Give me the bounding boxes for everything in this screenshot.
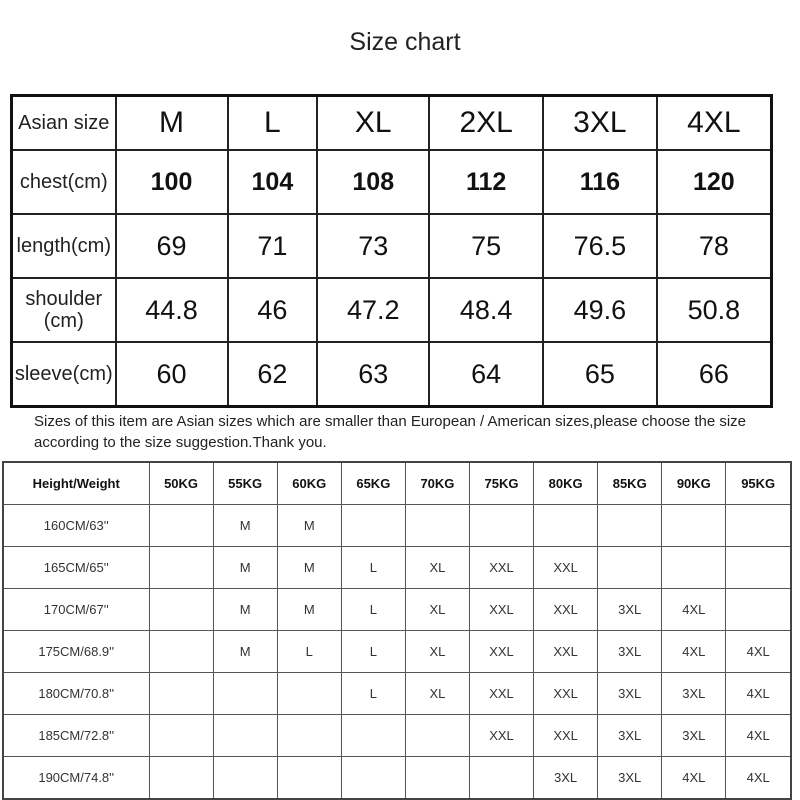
size-suggestion-cell <box>213 673 277 715</box>
height-cell: 185CM/72.8'' <box>3 715 149 757</box>
size-suggestion-cell: XXL <box>469 547 533 589</box>
size-suggestion-cell: 3XL <box>662 715 726 757</box>
value-cell: 63 <box>317 342 429 407</box>
value-cell: 75 <box>429 214 543 278</box>
size-suggestion-cell <box>662 547 726 589</box>
size-suggestion-cell: 4XL <box>726 715 791 757</box>
size-suggestion-cell: 4XL <box>726 673 791 715</box>
size-suggestion-cell: XL <box>405 673 469 715</box>
height-cell: 190CM/74.8'' <box>3 757 149 800</box>
value-cell: 50.8 <box>657 278 772 342</box>
table-row <box>3 715 791 757</box>
value-cell: 78 <box>657 214 772 278</box>
value-cell: 100 <box>116 150 228 214</box>
size-suggestion-cell: M <box>277 589 341 631</box>
size-suggestion-cell <box>726 589 791 631</box>
weight-header-cell: 65KG <box>341 462 405 505</box>
value-cell: 73 <box>317 214 429 278</box>
size-suggestion-cell <box>149 505 213 547</box>
size-suggestion-cell: L <box>341 631 405 673</box>
size-suggestion-cell: XXL <box>534 631 598 673</box>
table-row <box>3 505 791 547</box>
value-cell: 69 <box>116 214 228 278</box>
size-suggestion-cell: M <box>213 631 277 673</box>
weight-header-cell: 85KG <box>598 462 662 505</box>
size-suggestion-cell: XXL <box>534 589 598 631</box>
size-suggestion-cell <box>149 673 213 715</box>
size-suggestion-cell <box>341 757 405 800</box>
size-suggestion-cell: M <box>213 505 277 547</box>
height-cell: 160CM/63'' <box>3 505 149 547</box>
size-suggestion-cell <box>598 547 662 589</box>
height-cell: 175CM/68.9'' <box>3 631 149 673</box>
size-suggestion-cell <box>149 757 213 800</box>
measurement-table <box>10 94 773 408</box>
height-cell: 165CM/65'' <box>3 547 149 589</box>
weight-header-cell: 90KG <box>662 462 726 505</box>
size-cell: L <box>228 96 318 151</box>
value-cell: 64 <box>429 342 543 407</box>
weight-header-cell: 55KG <box>213 462 277 505</box>
size-suggestion-cell <box>341 505 405 547</box>
value-cell: 66 <box>657 342 772 407</box>
size-suggestion-cell: L <box>341 547 405 589</box>
size-suggestion-cell <box>469 757 533 800</box>
size-suggestion-cell <box>149 715 213 757</box>
value-cell: 49.6 <box>543 278 657 342</box>
size-suggestion-cell <box>662 505 726 547</box>
weight-header-cell: 60KG <box>277 462 341 505</box>
value-cell: 44.8 <box>116 278 228 342</box>
size-suggestion-table <box>2 461 792 800</box>
size-suggestion-cell <box>149 589 213 631</box>
size-cell: XL <box>317 96 429 151</box>
size-suggestion-cell <box>277 757 341 800</box>
size-suggestion-cell <box>726 505 791 547</box>
size-suggestion-cell <box>277 715 341 757</box>
size-suggestion-cell: XXL <box>534 547 598 589</box>
row-label: sleeve(cm) <box>12 342 116 407</box>
size-suggestion-cell: 4XL <box>726 631 791 673</box>
size-suggestion-cell: XXL <box>469 715 533 757</box>
value-cell: 46 <box>228 278 318 342</box>
weight-header-cell: 70KG <box>405 462 469 505</box>
size-cell: 2XL <box>429 96 543 151</box>
size-suggestion-cell: 4XL <box>662 757 726 800</box>
value-cell: 62 <box>228 342 318 407</box>
size-suggestion-cell: XXL <box>469 631 533 673</box>
value-cell: 65 <box>543 342 657 407</box>
size-suggestion-cell: L <box>341 589 405 631</box>
size-cell: 3XL <box>543 96 657 151</box>
size-suggestion-cell: M <box>277 547 341 589</box>
height-cell: 180CM/70.8'' <box>3 673 149 715</box>
chest-row <box>12 150 772 214</box>
size-suggestion-cell <box>534 505 598 547</box>
size-suggestion-cell <box>405 505 469 547</box>
size-suggestion-cell <box>469 505 533 547</box>
length-row <box>12 214 772 278</box>
sleeve-row <box>12 342 772 407</box>
size-suggestion-cell: 3XL <box>598 715 662 757</box>
size-suggestion-cell: 3XL <box>598 757 662 800</box>
header-label: Asian size <box>12 96 116 151</box>
size-cell: M <box>116 96 228 151</box>
weight-header-cell: 80KG <box>534 462 598 505</box>
value-cell: 112 <box>429 150 543 214</box>
size-note: Sizes of this item are Asian sizes which are smaller than European / American sizes,please choose the size according to the size suggestion.Thank you. <box>34 413 747 451</box>
table-row <box>3 673 791 715</box>
size-suggestion-cell: XXL <box>469 589 533 631</box>
value-cell: 60 <box>116 342 228 407</box>
size-suggestion-cell <box>213 715 277 757</box>
value-cell: 104 <box>228 150 318 214</box>
size-suggestion-cell: 4XL <box>662 589 726 631</box>
weight-header-cell: 50KG <box>149 462 213 505</box>
size-suggestion-cell: XL <box>405 547 469 589</box>
size-suggestion-cell <box>598 505 662 547</box>
table-row <box>3 631 791 673</box>
size-suggestion-cell <box>405 757 469 800</box>
size-suggestion-cell: XXL <box>534 673 598 715</box>
size-suggestion-cell: 3XL <box>598 673 662 715</box>
size-suggestion-cell: 3XL <box>534 757 598 800</box>
page-title: Size chart <box>349 28 461 56</box>
value-cell: 76.5 <box>543 214 657 278</box>
size-suggestion-cell: 3XL <box>598 631 662 673</box>
row-label: length(cm) <box>12 214 116 278</box>
value-cell: 120 <box>657 150 772 214</box>
size-suggestion-cell: XL <box>405 589 469 631</box>
size-suggestion-cell: XL <box>405 631 469 673</box>
size-suggestion-cell: L <box>341 673 405 715</box>
value-cell: 48.4 <box>429 278 543 342</box>
size-suggestion-cell <box>149 631 213 673</box>
value-cell: 116 <box>543 150 657 214</box>
size-suggestion-cell: 4XL <box>662 631 726 673</box>
size-suggestion-cell <box>277 673 341 715</box>
size-suggestion-cell: M <box>213 589 277 631</box>
table-row <box>3 547 791 589</box>
size-suggestion-cell: XXL <box>534 715 598 757</box>
table-row <box>3 757 791 800</box>
size-suggestion-cell <box>726 547 791 589</box>
shoulder-row <box>12 278 772 342</box>
row-label: chest(cm) <box>12 150 116 214</box>
size-suggestion-cell: 3XL <box>598 589 662 631</box>
weight-header-row <box>3 462 791 505</box>
value-cell: 71 <box>228 214 318 278</box>
value-cell: 47.2 <box>317 278 429 342</box>
weight-header-cell: 75KG <box>469 462 533 505</box>
size-cell: 4XL <box>657 96 772 151</box>
header-label: Height/Weight <box>3 462 149 505</box>
size-suggestion-cell: XXL <box>469 673 533 715</box>
size-suggestion-cell <box>341 715 405 757</box>
value-cell: 108 <box>317 150 429 214</box>
size-suggestion-cell: M <box>213 547 277 589</box>
table-row <box>3 589 791 631</box>
size-suggestion-cell <box>213 757 277 800</box>
weight-header-cell: 95KG <box>726 462 791 505</box>
size-suggestion-cell: 4XL <box>726 757 791 800</box>
size-suggestion-cell: 3XL <box>662 673 726 715</box>
size-suggestion-cell <box>405 715 469 757</box>
height-cell: 170CM/67'' <box>3 589 149 631</box>
size-suggestion-cell: L <box>277 631 341 673</box>
size-suggestion-cell <box>149 547 213 589</box>
size-suggestion-cell: M <box>277 505 341 547</box>
row-label: shoulder (cm) <box>12 278 116 342</box>
size-header-row <box>12 96 772 151</box>
